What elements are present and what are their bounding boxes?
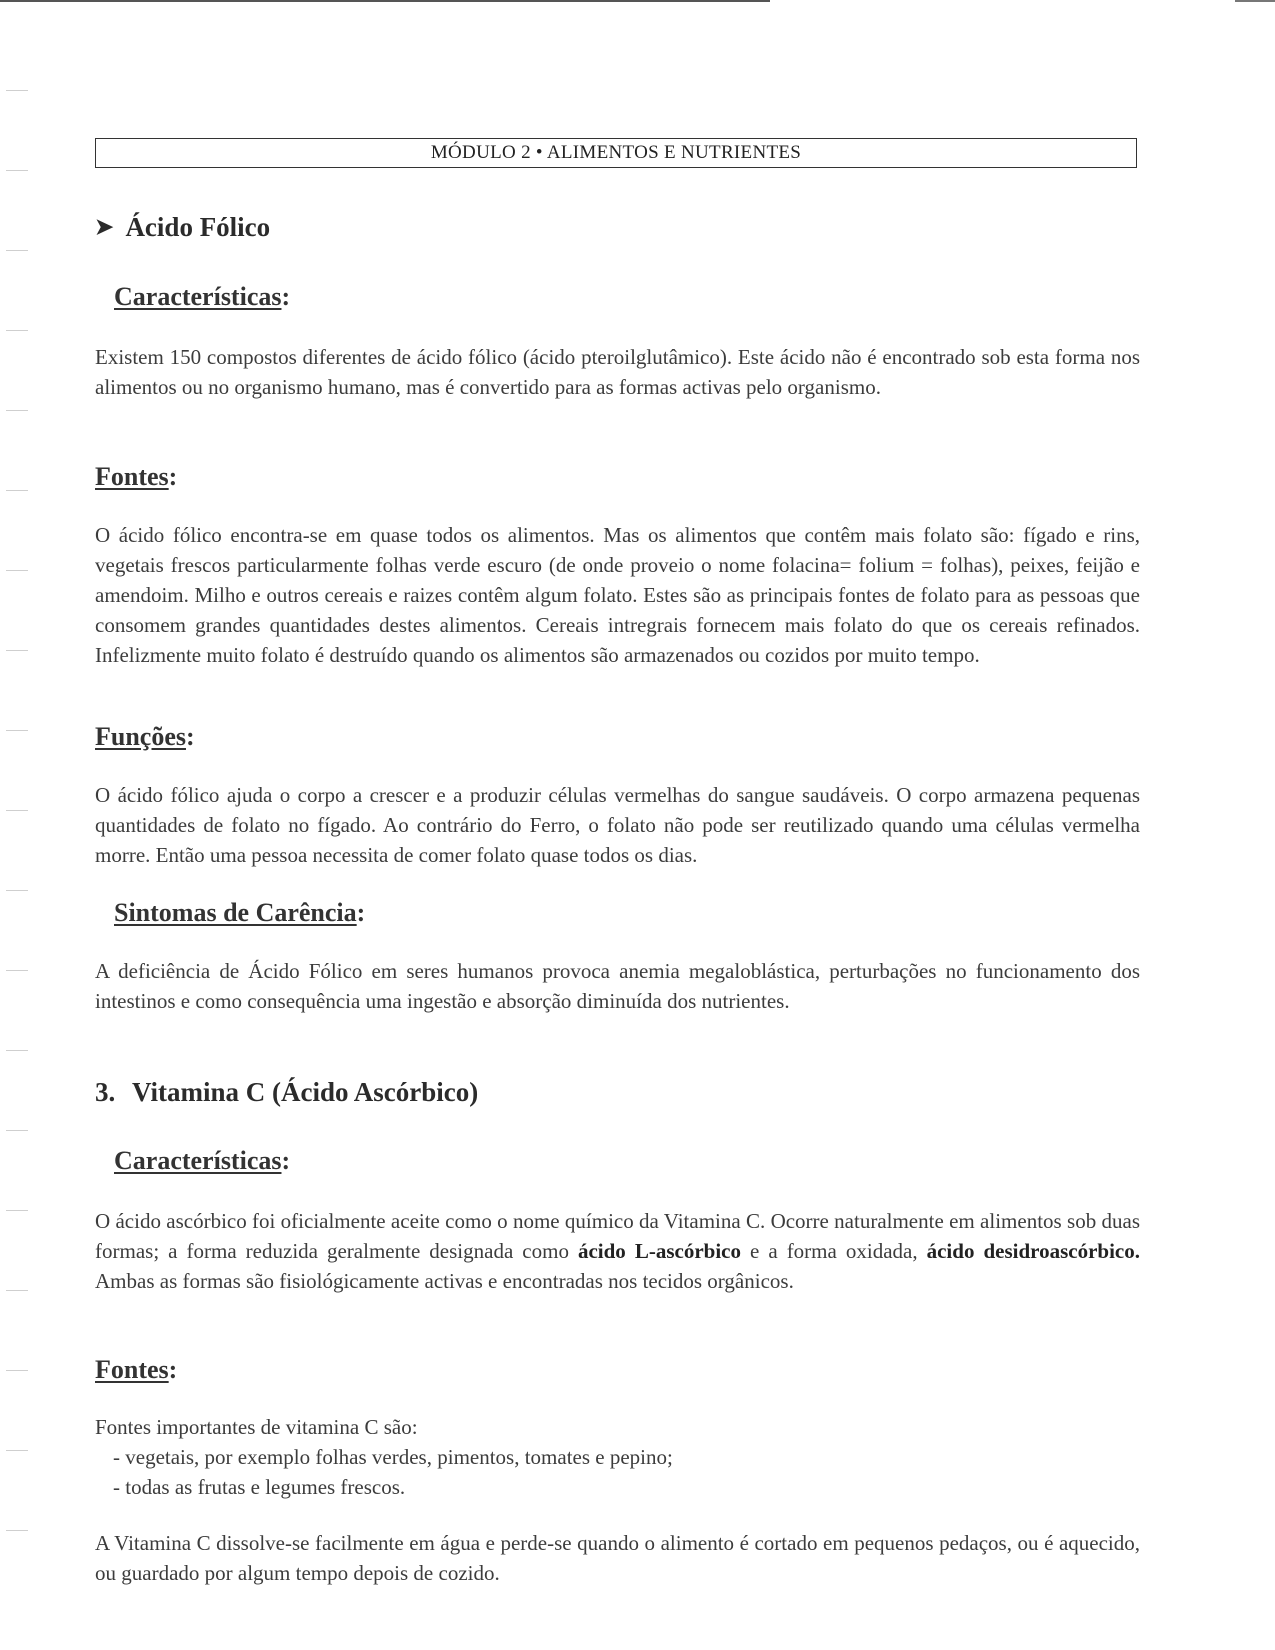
- heading-text: Características: [114, 282, 282, 311]
- heading-text: Sintomas de Carência: [114, 898, 357, 927]
- list-item: - todas as frutas e legumes frescos.: [113, 1475, 406, 1499]
- bold-term-l-ascorbico: ácido L-ascórbico: [577, 1239, 741, 1263]
- heading-text: Fontes: [95, 1355, 169, 1384]
- top-edge-rule: [0, 0, 770, 2]
- module-header-text: MÓDULO 2 • ALIMENTOS E NUTRIENTES: [430, 142, 802, 163]
- heading-fontes-1: Fontes:: [95, 462, 178, 491]
- list-item: - vegetais, por exemplo folhas verdes, pimentos, tomates e pepino;: [113, 1445, 673, 1469]
- module-header-box: [95, 138, 1137, 168]
- heading-text: Fontes: [95, 462, 169, 491]
- heading-text: Funções: [95, 722, 186, 751]
- heading-fontes-2: Fontes:: [95, 1355, 178, 1384]
- text-run: e a forma oxidada,: [740, 1239, 927, 1263]
- heading-caracteristicas-2: Características:: [114, 1146, 291, 1175]
- heading-text: Características: [114, 1146, 282, 1175]
- top-edge-rule-right: [1235, 0, 1275, 2]
- paragraph-caracteristicas-1: Existem 150 compostos diferentes de ácido fólico (ácido pteroilglutâmico). Este ácido não é encontrado sob esta forma nos alimentos ou no organismo humano, mas é convertido para as formas activas pelo organismo.: [95, 345, 1140, 399]
- heading-sintomas: Sintomas de Carência:: [114, 898, 366, 927]
- list-intro: Fontes importantes de vitamina C são:: [95, 1415, 418, 1439]
- section-number: 3.: [95, 1077, 116, 1107]
- heading-funcoes: Funções:: [95, 722, 195, 751]
- paragraph-fontes-2: A Vitamina C dissolve-se facilmente em água e perde-se quando o alimento é cortado em pequenos pedaços, ou é aquecido, ou guardado por algum tempo depois de cozido.: [95, 1531, 1140, 1585]
- paragraph-funcoes: O ácido fólico ajuda o corpo a crescer e a produzir células vermelhas do sangue saudáveis. O corpo armazena pequenas quantidades de folato no fígado. Ao contrário do Ferro, o folato não pode ser reutilizado quando uma células vermelha morre. Então uma pessoa necessita de comer folato quase todos os dias.: [95, 783, 1140, 867]
- section-title-text: Vitamina C (Ácido Ascórbico): [132, 1077, 479, 1107]
- text-run: O ácido ascórbico foi oficialmente aceite como o nome químico da Vitamina C. Ocorre naturalmente em alimentos sob duas formas; a forma reduzida geralmente designada como: [95, 1209, 1140, 1263]
- paragraph-sintomas: A deficiência de Ácido Fólico em seres humanos provoca anemia megaloblástica, perturbações no funcionamento dos intestinos e como consequência uma ingestão e absorção diminuída dos nutrientes.: [95, 959, 1140, 1013]
- list-fontes-2: [95, 1412, 1140, 1502]
- heading-caracteristicas-1: Características:: [114, 282, 291, 311]
- paragraph-fontes-1: O ácido fólico encontra-se em quase todos os alimentos. Mas os alimentos que contêm mais folato são: fígado e rins, vegetais frescos particularmente folhas verde escuro (de onde proveio o nome folacina= folium = folhas), peixes, feijão e amendoim. Milho e outros cereais e raizes contêm algum folato. Estes são as principais fontes de folato para as pessoas que consomem grandes quantidades destes alimentos. Cereais intregrais fornecem mais folato do que os cereais refinados. Infelizmente muito folato é destruído quando os alimentos são armazenados ou cozidos por muito tempo.: [95, 523, 1140, 667]
- scan-margin-marks: [6, 90, 30, 1590]
- arrow-bullet-icon: ➤: [95, 214, 114, 239]
- section-title-text: Ácido Fólico: [125, 212, 271, 242]
- section-title-vitamina-c: [95, 1077, 478, 1108]
- paragraph-caracteristicas-2: [95, 1206, 1140, 1296]
- text-run: Ambas as formas são fisiológicamente activas e encontradas nos tecidos orgânicos.: [95, 1269, 794, 1293]
- section-title-acido-folico: [95, 212, 270, 243]
- bold-term-desidroascorbico: ácido desidroascórbico.: [926, 1239, 1140, 1263]
